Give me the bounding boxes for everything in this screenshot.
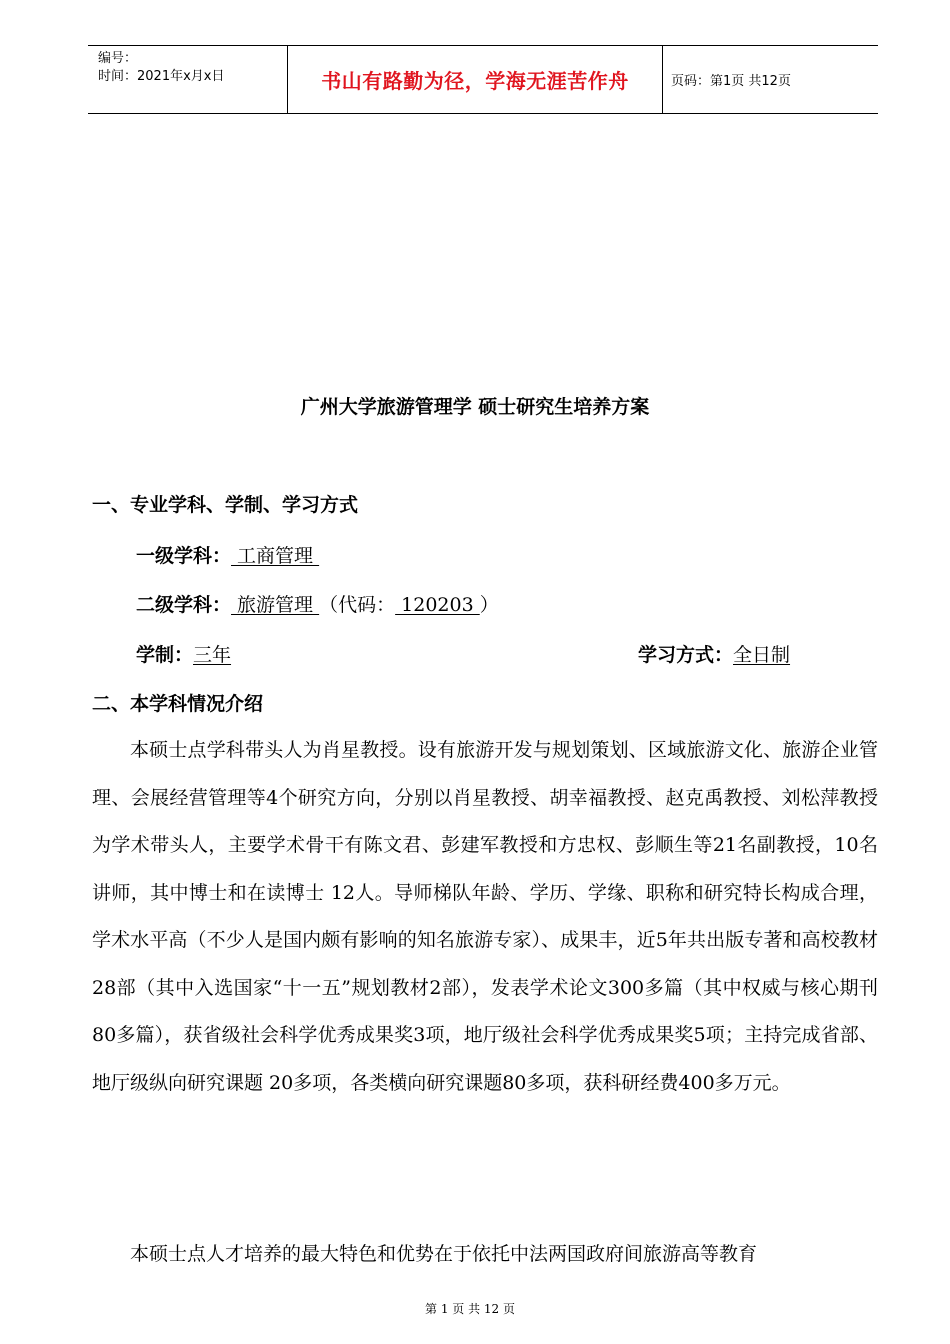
time-label: 时间：2021年x月x日 xyxy=(98,69,225,84)
level1-value: 工商管理 xyxy=(231,545,320,567)
mode-label: 学习方式： xyxy=(638,644,734,666)
number-label: 编号： xyxy=(98,51,138,66)
page-footer: 第 1 页 共 12 页 xyxy=(425,1302,515,1316)
intro-paragraph-1: 本硕士点学科带头人为肖星教授。设有旅游开发与规划策划、区域旅游文化、旅游企业管理、会展经营管理等4个研究方向，分别以肖星教授、胡幸福教授、赵克禹教授、刘松萍教授为学术带头人，主要学术骨干有陈文君、彭建军教授和方忠权、彭顺生等21名副教授，10名讲师，其中博士和在读博士 12人。导师梯队年龄、学历、学缘、职称和研究特长构成合理，学术水平高（不少人是国内颇有影响的知名旅游专家）、成果丰，近5年共出版专著和高校教材28部（其中入选国家“十一五”规划教材2部），发表学术论文300多篇（其中权威与核心期刊80多篇），获省级社会科学优秀成果奖3项，地厅级社会科学优秀成果奖5项；主持完成省部、地厅级纵向研究课题 20多项，各类横向研究课题80多项，获科研经费400多万元。 xyxy=(92,739,878,1094)
intro-paragraph-2: 本硕士点人才培养的最大特色和优势在于依托中法两国政府间旅游高等教育 xyxy=(130,1243,758,1265)
document-title: 广州大学旅游管理学 硕士研究生培养方案 xyxy=(300,396,650,418)
level1-discipline xyxy=(136,541,319,568)
section1-heading: 一、专业学科、学制、学习方式 xyxy=(92,494,359,516)
duration xyxy=(136,640,231,667)
mode-value: 全日制 xyxy=(733,644,791,666)
page-info: 页码：第1页 共12页 xyxy=(671,74,791,89)
code-prefix: （代码： xyxy=(319,594,396,616)
code-suffix: ） xyxy=(479,594,499,616)
study-mode xyxy=(638,640,790,667)
code-value: 120203 xyxy=(395,594,480,616)
level2-discipline xyxy=(136,590,499,617)
header-table xyxy=(88,45,878,114)
level2-value: 旅游管理 xyxy=(231,594,320,616)
duration-label: 学制： xyxy=(136,644,194,666)
level1-label: 一级学科： xyxy=(136,545,232,567)
section2-heading: 二、本学科情况介绍 xyxy=(92,693,264,715)
duration-value: 三年 xyxy=(193,644,232,666)
level2-label: 二级学科： xyxy=(136,594,232,616)
header-meta xyxy=(88,46,288,113)
motto: 书山有路勤为径，学海无涯苦作舟 xyxy=(288,46,663,113)
